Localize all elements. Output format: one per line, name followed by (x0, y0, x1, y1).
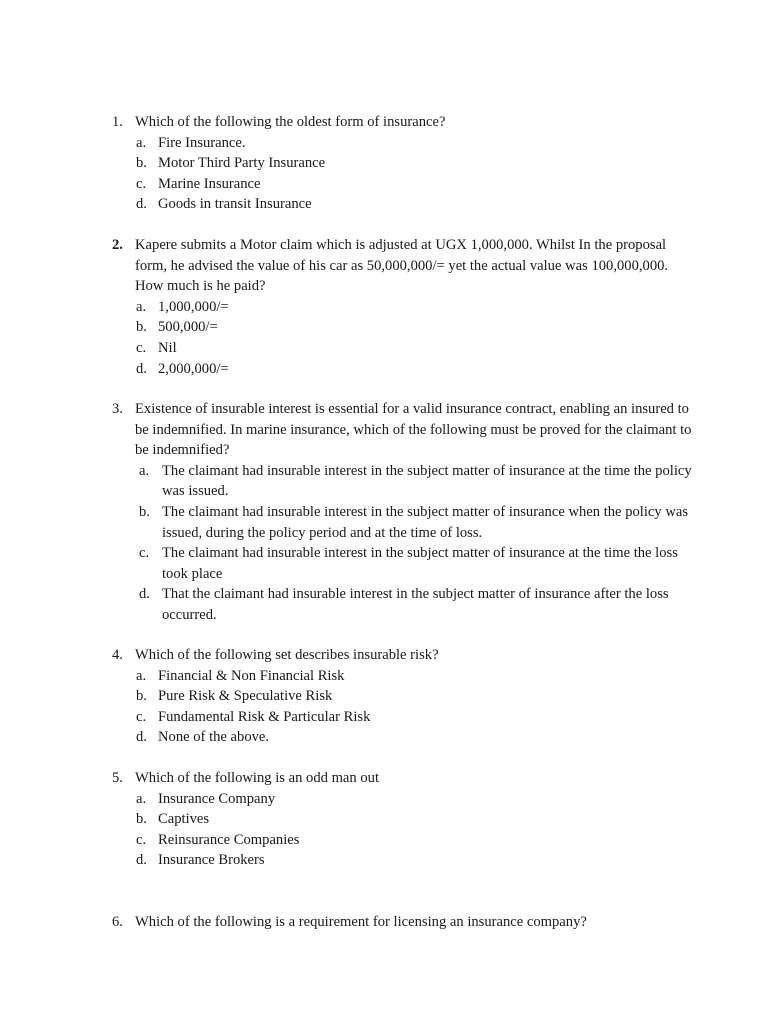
question-number: 2. (112, 237, 123, 253)
question-5 (112, 768, 692, 871)
question-number: 6. (112, 914, 123, 930)
option-text: Marine Insurance (158, 175, 261, 192)
option-letter: d. (136, 360, 147, 377)
option-list (112, 297, 692, 379)
question-stem (112, 235, 692, 297)
option-list (112, 789, 692, 871)
option-list (112, 133, 692, 215)
option-text: 1,000,000/= (158, 298, 229, 315)
option-d (112, 584, 692, 625)
question-stem (112, 645, 692, 666)
question-6 (112, 912, 692, 933)
option-text: The claimant had insurable interest in the subject matter of insurance when the policy was issued, during the policy period and at the time of loss. (162, 503, 689, 541)
option-text: Financial & Non Financial Risk (158, 667, 345, 684)
option-c (112, 830, 692, 851)
option-a (112, 461, 692, 502)
option-letter: d. (136, 729, 147, 746)
option-c (112, 707, 692, 728)
option-text: Nil (158, 339, 177, 356)
question-stem (112, 912, 692, 933)
option-letter: d. (136, 196, 147, 213)
option-text: 2,000,000/= (158, 360, 229, 377)
option-a (112, 297, 692, 318)
option-letter: a. (136, 298, 147, 315)
option-letter: b. (136, 319, 147, 336)
question-number: 5. (112, 770, 123, 786)
option-text: Pure Risk & Speculative Risk (158, 688, 333, 705)
option-a (112, 789, 692, 810)
option-letter: d. (136, 852, 147, 869)
question-text: Which of the following is a requirement for licensing an insurance company? (135, 914, 587, 930)
question-text: Kapere submits a Motor claim which is adjusted at UGX 1,000,000. Whilst In the proposal form, he advised the value of his car as 50,000,000/= yet the actual value was 100,000,000. How much is he paid? (135, 237, 669, 295)
option-b (112, 686, 692, 707)
option-list (112, 461, 692, 626)
option-text: Goods in transit Insurance (158, 196, 312, 213)
option-letter: a. (136, 134, 147, 151)
option-letter: a. (139, 462, 150, 479)
option-d (112, 850, 692, 871)
option-b (112, 317, 692, 338)
option-c (112, 338, 692, 359)
question-number: 3. (112, 401, 123, 417)
option-letter: a. (136, 790, 147, 807)
question-2 (112, 235, 692, 379)
question-4 (112, 645, 692, 748)
option-list (112, 666, 692, 748)
option-text: Insurance Brokers (158, 852, 265, 869)
question-text: Which of the following the oldest form of insurance? (135, 114, 446, 130)
question-text: Which of the following set describes insurable risk? (135, 647, 439, 663)
question-number: 1. (112, 114, 123, 130)
option-d (112, 359, 692, 380)
option-text: Reinsurance Companies (158, 831, 300, 848)
option-a (112, 133, 692, 154)
option-letter: c. (139, 545, 150, 562)
option-letter: c. (136, 175, 147, 192)
option-letter: d. (139, 586, 150, 603)
option-b (112, 153, 692, 174)
option-text: Fundamental Risk & Particular Risk (158, 708, 371, 725)
question-1 (112, 112, 692, 215)
option-a (112, 666, 692, 687)
option-text: The claimant had insurable interest in the subject matter of insurance at the time the loss took place (162, 545, 678, 582)
option-letter: b. (136, 155, 147, 172)
option-text: Captives (158, 811, 210, 828)
option-text: That the claimant had insurable interest in the subject matter of insurance after the loss occurred. (162, 586, 669, 623)
question-3 (112, 399, 692, 626)
option-b (112, 809, 692, 830)
option-letter: c. (136, 708, 147, 725)
option-c (112, 543, 692, 584)
option-c (112, 174, 692, 195)
option-text: Motor Third Party Insurance (158, 155, 326, 172)
option-text: Fire Insurance. (158, 134, 246, 151)
option-letter: b. (139, 503, 150, 520)
option-letter: a. (136, 667, 147, 684)
question-stem (112, 112, 692, 133)
option-letter: c. (136, 339, 147, 356)
option-text: None of the above. (158, 729, 270, 746)
option-d (112, 727, 692, 748)
question-stem (112, 768, 692, 789)
option-text: Insurance Company (158, 790, 276, 807)
option-letter: b. (136, 688, 147, 705)
option-b (112, 502, 692, 543)
question-number: 4. (112, 647, 123, 663)
question-text: Existence of insurable interest is essential for a valid insurance contract, enabling an insured to be indemnified. In marine insurance, which of the following must be proved for the claimant to be indemnified? (135, 401, 692, 459)
question-text: Which of the following is an odd man out (135, 770, 379, 786)
option-letter: c. (136, 831, 147, 848)
option-d (112, 194, 692, 215)
question-stem (112, 399, 692, 461)
option-text: 500,000/= (158, 319, 218, 336)
option-text: The claimant had insurable interest in the subject matter of insurance at the time the policy was issued. (162, 462, 692, 500)
option-letter: b. (136, 811, 147, 828)
